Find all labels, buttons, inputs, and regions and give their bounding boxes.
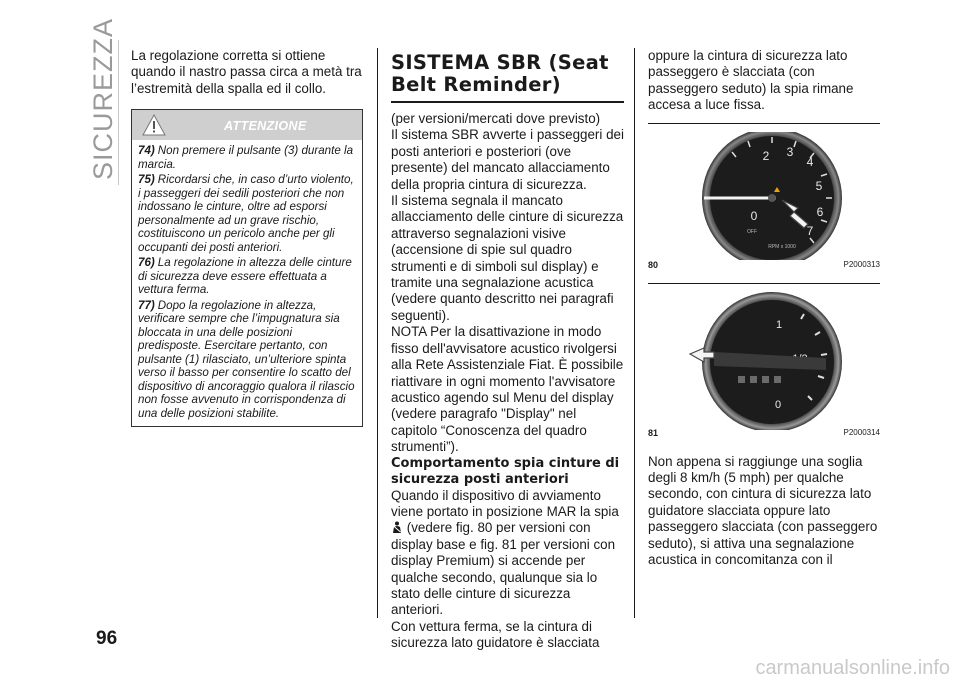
warning-item-number: 75) <box>138 173 155 187</box>
warning-item-text: Ricordarsi che, in caso d’urto violento, i passeggeri dei sedili posteriori che non indossano le cinture, oltre ad esporsi personalmente ad un grave rischio, costituiscono un pericolo anche per gli occupanti dei posti anteriori. <box>138 173 354 254</box>
warning-item <box>138 256 356 297</box>
fuel-label: 0 <box>774 398 782 411</box>
column-divider <box>377 48 378 618</box>
warning-item-text: Non premere il pulsante (3) durante la marcia. <box>138 144 354 171</box>
body-paragraph: Non appena si raggiunge una soglia degli 8 km/h (5 mph) per qualche secondo, con cintura di sicurezza lato guidatore slacciata oppure lato passeggero slacciata (con passeggero seduto), si attiva una segnalazione acustica in concomitanza con il <box>648 453 878 568</box>
figure-81 <box>648 283 880 442</box>
note-paragraph: NOTA Per la disattivazione in modo fisso dell'avvisatore acustico rivolgersi alla Rete Assistenziale Fiat. È possibile riattivare in ogni momento l'avvisatore acustico agendo sul Menu del display (vedere paragrafo "Display" nel capitolo “Conoscenza del quadro strumenti”). <box>391 324 624 455</box>
paragraph-text: Quando il dispositivo di avviamento viene portato in posizione MAR la spia <box>391 487 619 519</box>
tach-rpm-label: RPM x 1000 <box>768 243 796 250</box>
body-paragraph <box>391 488 624 619</box>
figure-code: P2000314 <box>843 428 880 438</box>
warning-title: ATTENZIONE <box>224 119 307 134</box>
section-title: SISTEMA SBR (Seat Belt Reminder) <box>391 52 624 103</box>
column-2 <box>391 52 624 652</box>
body-paragraph: Il sistema SBR avverte i passeggeri dei posti anteriori e posteriori (ove presente) del mancato allacciamento della propria cintura di sicurezza. <box>391 127 624 192</box>
warning-item <box>138 299 356 421</box>
paragraph-text: (vedere fig. 80 per versioni con display base e fig. 81 per versioni con display Premium) si accende per qualche secondo, qualunque sia lo stato delle cinture di sicurezza anteriori. <box>391 520 616 618</box>
body-paragraph: (per versioni/mercati dove previsto) <box>391 111 601 126</box>
tach-label: 0 <box>750 208 758 223</box>
body-paragraph: oppure la cintura di sicurezza lato passeggero è slacciata (con passeggero seduto) la spia rimane accesa a luce fissa. <box>648 48 854 113</box>
figure-code: P2000313 <box>843 260 880 270</box>
warning-item <box>138 144 356 171</box>
tach-label: 3 <box>786 144 794 159</box>
chapter-side-label: SICUREZZA <box>88 17 118 180</box>
figure-number: 80 <box>648 260 659 271</box>
body-paragraph: Con vettura ferma, se la cintura di sicurezza lato guidatore è slacciata <box>391 618 600 651</box>
warning-item-text: La regolazione in altezza delle cinture di sicurezza deve essere effettuata a vettura ferma. <box>138 256 352 297</box>
page-number: 96 <box>96 628 118 649</box>
figure-number: 81 <box>648 428 659 439</box>
tachometer-image <box>686 132 846 260</box>
seatbelt-warning-icon <box>391 521 403 534</box>
warning-item-number: 77) <box>138 298 155 312</box>
chapter-side-rule <box>118 40 119 185</box>
warning-item <box>138 173 356 254</box>
column-3 <box>648 48 880 568</box>
warning-item-number: 74) <box>138 144 155 158</box>
warning-triangle-icon <box>142 114 166 136</box>
warning-header <box>132 110 362 140</box>
warning-item-number: 76) <box>138 256 155 270</box>
intro-paragraph: La regolazione corretta si ottiene quando il nastro passa circa a metà tra l’estremità della spalla ed il collo. <box>131 48 362 96</box>
tach-label: 2 <box>762 148 770 163</box>
warning-body <box>132 140 362 426</box>
subsection-title: Comportamento spia cinture di sicurezza posti anteriori <box>391 455 620 487</box>
tach-label: 6 <box>816 204 824 219</box>
column-1 <box>131 48 363 427</box>
warning-box <box>131 109 363 427</box>
column-divider <box>634 48 635 618</box>
tach-label: 7 <box>806 223 814 238</box>
figure-80 <box>648 123 880 274</box>
watermark: carmanualsonline.info <box>755 657 950 679</box>
body-paragraph: Il sistema segnala il mancato allacciamento delle cinture di sicurezza attraverso segnalazioni visive (accensione di spie sul quadro strumenti e di simboli sul display) e tramite una segnalazione acustica (vedere quanto descritto nei paragrafi seguenti). <box>391 193 624 323</box>
tach-label: 5 <box>815 178 823 193</box>
tach-off-label: OFF <box>747 228 757 235</box>
fuel-label: 1 <box>775 318 783 331</box>
fuel-gauge-image <box>686 292 846 430</box>
warning-item-text: Dopo la regolazione in altezza, verificare sempre che l’impugnatura sia bloccata in una delle posizioni predisposte. Esercitare pertanto, con pulsante (1) rilasciato, un’ulteriore spinta verso il basso per consentire lo scatto del dispositivo di ancoraggio qualora il rilascio non fosse avvenuto in corrispondenza di una delle posizioni stabilite. <box>138 298 355 420</box>
tach-label: 4 <box>806 154 814 169</box>
